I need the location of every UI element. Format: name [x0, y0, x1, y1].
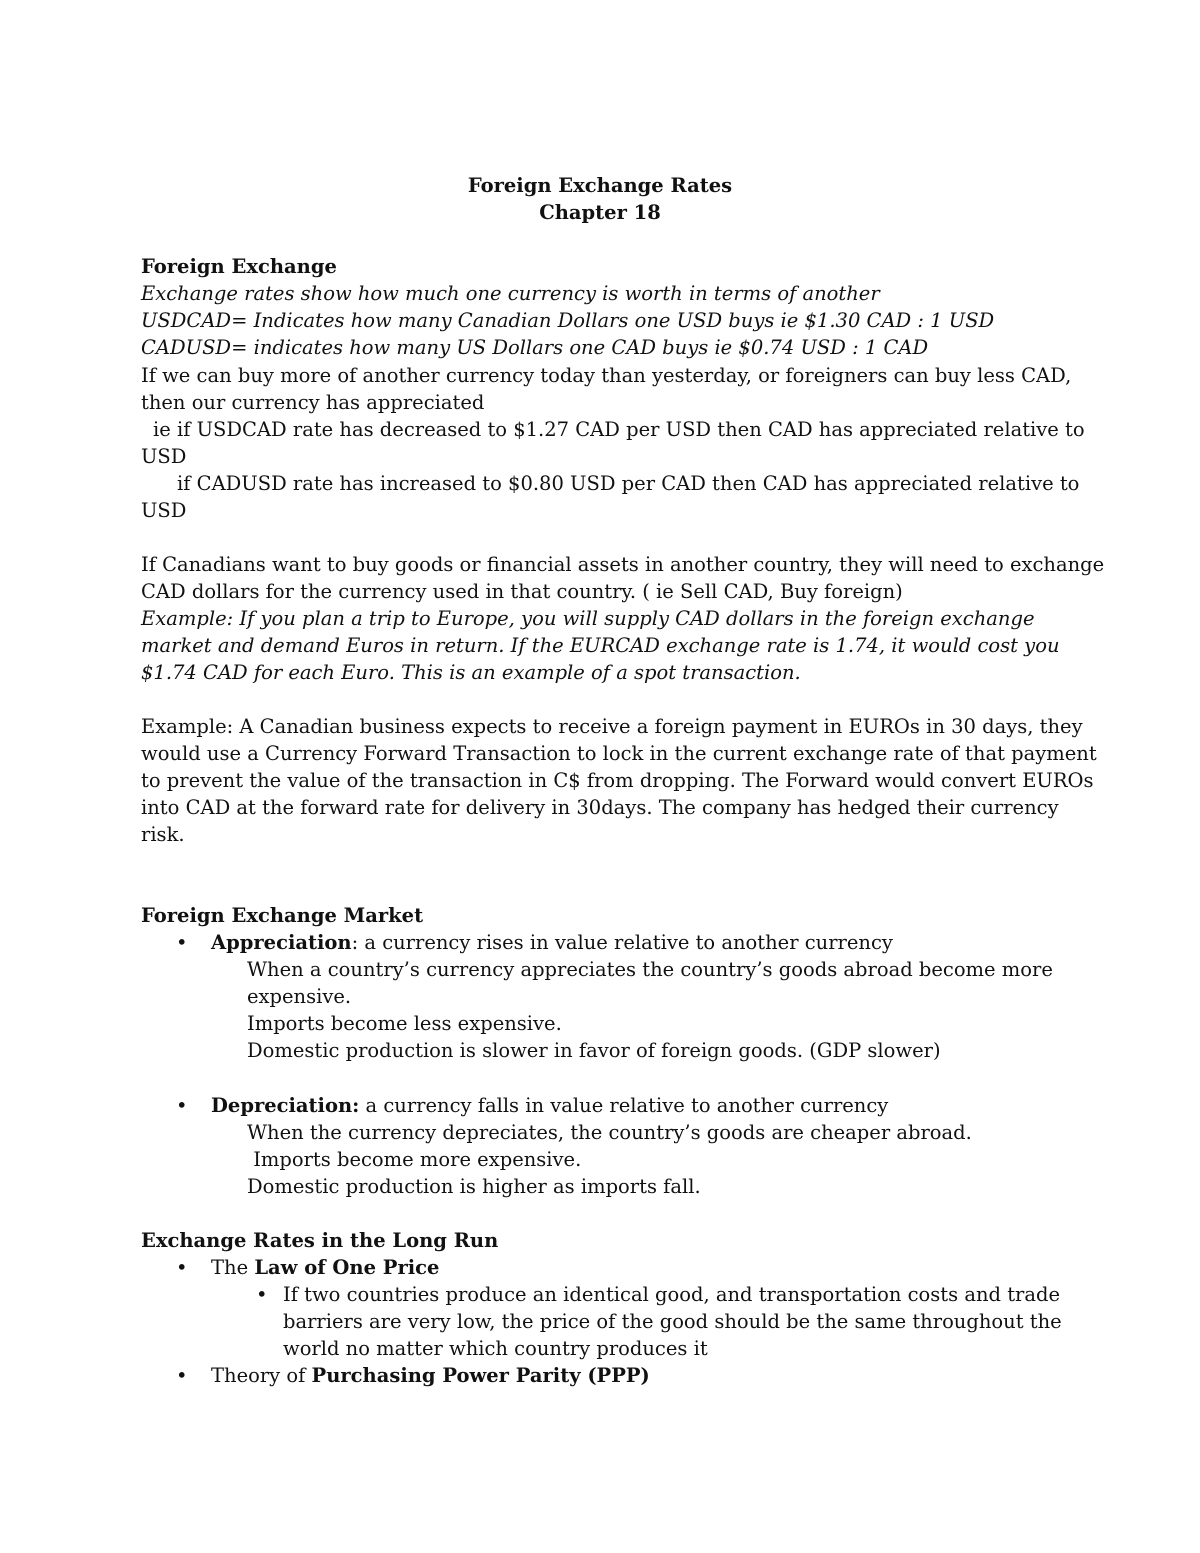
bullet-icon: • — [256, 1283, 268, 1306]
example-line: market and demand Euros in return. If the EURCAD exchange rate is 1.74, it would cost you — [141, 634, 1060, 657]
term-depreciation: Depreciation: — [211, 1094, 360, 1117]
text-line: expensive. — [247, 985, 352, 1008]
text-line: CAD dollars for the currency used in that country. ( ie Sell CAD, Buy foreign) — [141, 580, 903, 603]
bullet-appreciation — [211, 929, 893, 956]
example-line: Example: A Canadian business expects to receive a foreign payment in EUROs in 30 days, they — [141, 715, 1083, 738]
text-line: USD — [141, 499, 187, 522]
text-line: Domestic production is slower in favor of foreign goods. (GDP slower) — [247, 1039, 941, 1062]
example-line: risk. — [141, 823, 185, 846]
term-appreciation: Appreciation — [211, 931, 352, 954]
text-line: If Canadians want to buy goods or financial assets in another country, they will need to exchange — [141, 553, 1105, 576]
text-line: Domestic production is higher as imports fall. — [247, 1175, 701, 1198]
text-line: If we can buy more of another currency today than yesterday, or foreigners can buy less CAD, — [141, 364, 1072, 387]
text-line: USDCAD= Indicates how many Canadian Dollars one USD buys ie $1.30 CAD : 1 USD — [141, 309, 995, 332]
section-heading-fx-market: Foreign Exchange Market — [141, 904, 424, 927]
section-heading-foreign-exchange: Foreign Exchange — [141, 255, 337, 278]
bullet-law-of-one-price — [211, 1254, 439, 1281]
text-line: Imports become more expensive. — [247, 1148, 582, 1171]
example-line: $1.74 CAD for each Euro. This is an example of a spot transaction. — [141, 661, 801, 684]
bullet-icon: • — [176, 1094, 188, 1117]
text-line: USD — [141, 445, 187, 468]
definition: : a currency rises in value relative to another currency — [351, 931, 893, 954]
text-line: if CADUSD rate has increased to $0.80 USD per CAD then CAD has appreciated relative to — [177, 472, 1080, 495]
document-title: Foreign Exchange Rates — [467, 174, 733, 197]
text-line: barriers are very low, the price of the good should be the same throughout the — [283, 1310, 1062, 1333]
example-line: would use a Currency Forward Transaction to lock in the current exchange rate of that payment — [141, 742, 1097, 765]
bullet-depreciation — [211, 1092, 888, 1119]
example-line: Example: If you plan a trip to Europe, you will supply CAD dollars in the foreign exchange — [141, 607, 1035, 630]
example-line: to prevent the value of the transaction in C$ from dropping. The Forward would convert EUROs — [141, 769, 1094, 792]
definition: a currency falls in value relative to another currency — [359, 1094, 889, 1117]
text-line: then our currency has appreciated — [141, 391, 485, 414]
text-line: When a country’s currency appreciates the country’s goods abroad become more — [247, 958, 1053, 981]
text-line: ie if USDCAD rate has decreased to $1.27 CAD per USD then CAD has appreciated relative to — [153, 418, 1085, 441]
text-line: When the currency depreciates, the country’s goods are cheaper abroad. — [247, 1121, 972, 1144]
section-heading-long-run: Exchange Rates in the Long Run — [141, 1229, 499, 1252]
bullet-icon: • — [176, 1364, 188, 1387]
text-line: Exchange rates show how much one currency is worth in terms of another — [141, 282, 880, 305]
bullet-prefix: The — [211, 1256, 255, 1279]
bullet-icon: • — [176, 931, 188, 954]
bullet-icon: • — [176, 1256, 188, 1279]
document-subtitle: Chapter 18 — [539, 201, 661, 224]
example-line: into CAD at the forward rate for delivery in 30days. The company has hedged their currency — [141, 796, 1059, 819]
bullet-ppp — [211, 1362, 650, 1389]
bullet-prefix: Theory of — [211, 1364, 312, 1387]
term-law-of-one-price: Law of One Price — [254, 1256, 440, 1279]
text-line: CADUSD= indicates how many US Dollars one CAD buys ie $0.74 USD : 1 CAD — [141, 336, 929, 359]
term-ppp: Purchasing Power Parity (PPP) — [311, 1364, 650, 1387]
text-line: Imports become less expensive. — [247, 1012, 562, 1035]
text-line: world no matter which country produces it — [283, 1337, 708, 1360]
text-line: If two countries produce an identical good, and transportation costs and trade — [283, 1283, 1061, 1306]
